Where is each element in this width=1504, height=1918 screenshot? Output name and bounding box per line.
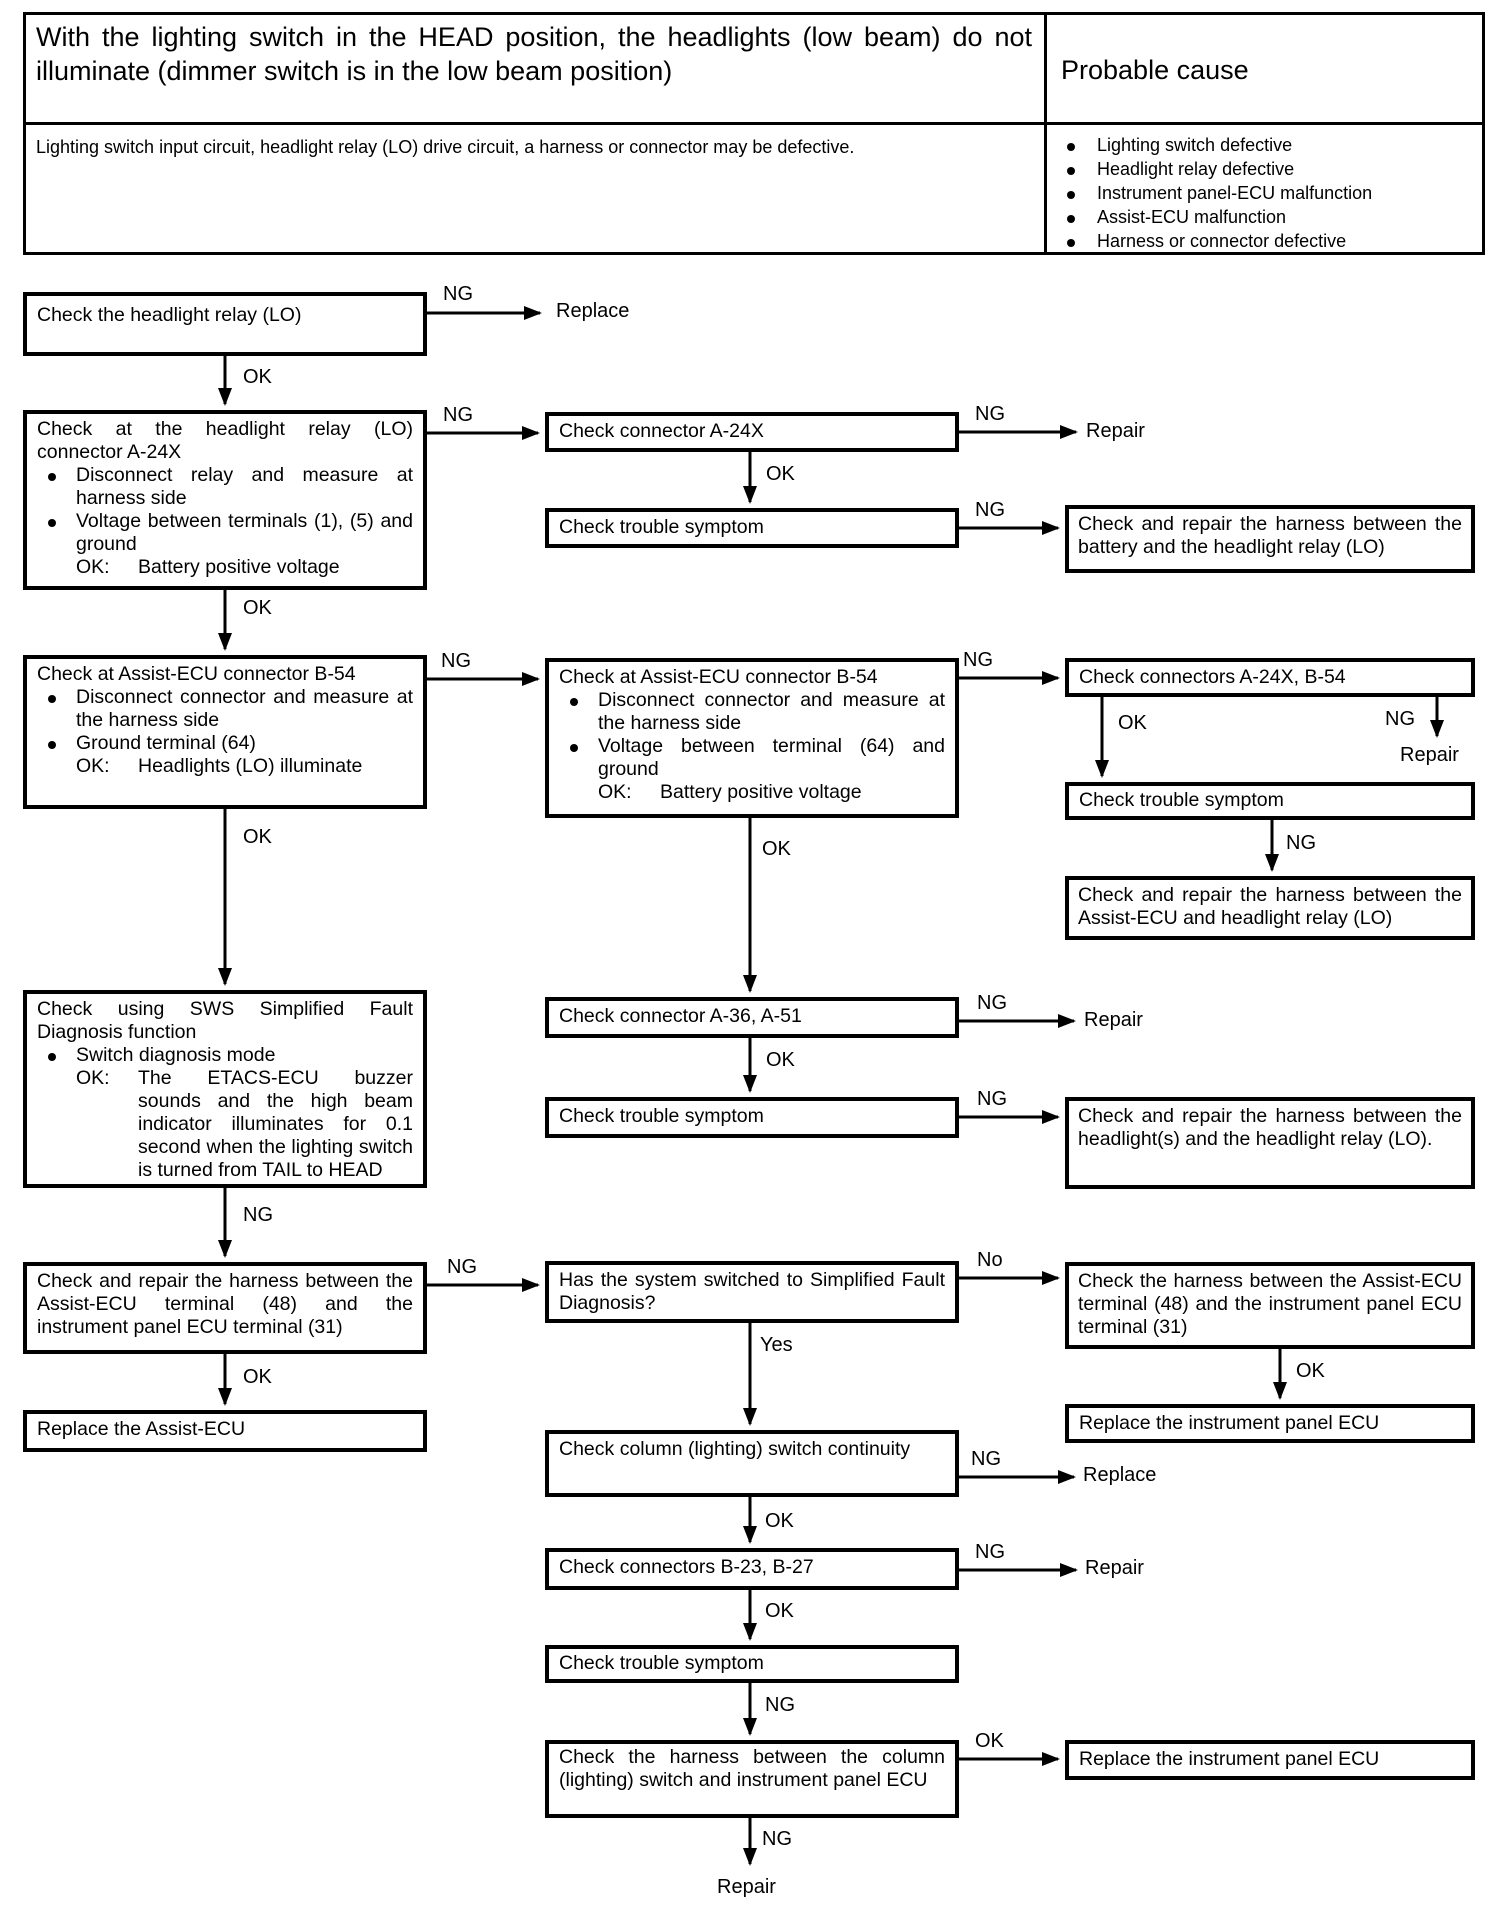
node-check-connector-a24x — [545, 412, 959, 452]
edge-label-ok: OK — [243, 826, 272, 848]
edge-label-ng: NG — [975, 1541, 1005, 1563]
cause-item — [1053, 205, 1476, 229]
node-check-headlight-relay — [23, 292, 427, 356]
bullet-icon — [570, 735, 598, 781]
node-text: Has the system switched to Simplified Fault Diagnosis? — [559, 1269, 945, 1314]
cause-text: Headlight relay defective — [1097, 159, 1295, 179]
node-check-sws-simplified-fault-diagnosis — [23, 990, 427, 1188]
bullet-icon — [1053, 205, 1097, 229]
node-repair-harness-battery-relay — [1065, 505, 1475, 573]
node-ok-condition — [559, 781, 945, 804]
symptom-table-header-row — [26, 15, 1482, 125]
edge-label-ng: NG — [762, 1828, 792, 1850]
node-text: Check the harness between the column (lighting) switch and instrument panel ECU — [559, 1746, 945, 1791]
terminal-replace: Replace — [1083, 1464, 1157, 1486]
ok-label: OK: — [76, 556, 110, 578]
node-check-connector-a36-a51 — [545, 997, 959, 1038]
bullet-text: Switch diagnosis mode — [76, 1044, 276, 1066]
node-check-trouble-symptom-3 — [545, 1645, 959, 1683]
ok-label: OK: — [76, 1067, 110, 1089]
edge-label-ok: OK — [762, 838, 791, 860]
terminal-repair: Repair — [717, 1876, 776, 1898]
ok-label: OK: — [76, 755, 110, 777]
node-text: Check trouble symptom — [1079, 789, 1284, 811]
bullet-icon — [570, 689, 598, 735]
edge-label-ng: NG — [447, 1256, 477, 1278]
terminal-repair: Repair — [1400, 744, 1459, 766]
node-replace-assist-ecu — [23, 1410, 427, 1452]
cause-text: Instrument panel-ECU malfunction — [1097, 183, 1373, 203]
node-text: Check and repair the harness between the Assist-ECU and headlight relay (LO) — [1078, 884, 1462, 929]
edge-label-ng: NG — [977, 992, 1007, 1014]
node-title: Check at the headlight relay (LO) connector A-24X — [37, 418, 413, 463]
edge-label-ok: OK — [1118, 712, 1147, 734]
node-text: Replace the Assist-ECU — [37, 1418, 246, 1440]
bullet-icon — [1053, 133, 1097, 157]
node-check-harness-assist48-panel31 — [1065, 1262, 1475, 1349]
edge-label-ok: OK — [766, 463, 795, 485]
node-text: Replace the instrument panel ECU — [1079, 1412, 1380, 1434]
node-text: Check column (lighting) switch continuity — [559, 1438, 911, 1460]
node-bullet — [37, 732, 413, 755]
edge-label-ng: NG — [1385, 708, 1415, 730]
edge-label-ng: NG — [971, 1448, 1001, 1470]
node-bullet — [37, 1044, 413, 1067]
node-text: Check connector A-36, A-51 — [559, 1005, 802, 1027]
edge-label-no: No — [977, 1249, 1003, 1271]
bullet-icon — [48, 1044, 76, 1067]
node-repair-harness-assist-relay — [1065, 876, 1475, 940]
node-check-connectors-b23-b27 — [545, 1548, 959, 1590]
edge-label-ok: OK — [765, 1600, 794, 1622]
cause-text: Assist-ECU malfunction — [1097, 207, 1287, 227]
cause-item — [1053, 157, 1476, 181]
edge-label-ng: NG — [977, 1088, 1007, 1110]
symptom-table — [23, 12, 1485, 255]
bullet-icon — [1053, 229, 1097, 253]
terminal-repair: Repair — [1085, 1557, 1144, 1579]
node-text: Check and repair the harness between the Assist-ECU terminal (48) and the instrument panel ECU terminal (31) — [37, 1270, 413, 1338]
edge-label-ng: NG — [975, 403, 1005, 425]
edge-label-ng: NG — [441, 650, 471, 672]
bullet-text: Disconnect connector and measure at the harness side — [598, 689, 945, 734]
terminal-repair: Repair — [1086, 420, 1145, 442]
node-text: Check trouble symptom — [559, 516, 764, 538]
bullet-icon — [48, 732, 76, 755]
cause-item — [1053, 133, 1476, 157]
node-text: Check the headlight relay (LO) — [37, 304, 302, 326]
edge-label-ok: OK — [765, 1510, 794, 1532]
symptom-table-body-row — [26, 125, 1482, 252]
node-check-trouble-symptom-1 — [545, 508, 959, 548]
bullet-text: Disconnect relay and measure at harness side — [76, 464, 413, 509]
edge-label-ng: NG — [963, 649, 993, 671]
node-title: Check at Assist-ECU connector B-54 — [559, 666, 878, 688]
ok-value: Battery positive voltage — [660, 781, 862, 803]
node-repair-harness-assist48-panel31 — [23, 1262, 427, 1354]
edge-label-ok: OK — [1296, 1360, 1325, 1382]
bullet-icon — [1053, 181, 1097, 205]
cause-item — [1053, 229, 1476, 253]
edge-label-ok: OK — [243, 366, 272, 388]
node-repair-harness-headlights-relay — [1065, 1097, 1475, 1189]
node-title: Check using SWS Simplified Fault Diagnosis function — [37, 998, 413, 1043]
bullet-icon — [48, 510, 76, 556]
ok-label: OK: — [598, 781, 632, 803]
node-text: Check trouble symptom — [559, 1652, 764, 1674]
terminal-repair: Repair — [1084, 1009, 1143, 1031]
node-check-trouble-symptom-2 — [545, 1097, 959, 1138]
ok-value: Headlights (LO) illuminate — [138, 755, 363, 777]
node-bullet — [37, 464, 413, 510]
edge-label-ng: NG — [975, 499, 1005, 521]
edge-label-ng: NG — [1286, 832, 1316, 854]
node-bullet — [37, 686, 413, 732]
bullet-icon — [48, 686, 76, 732]
bullet-text: Voltage between terminal (64) and ground — [598, 735, 945, 780]
node-check-trouble-symptom-4 — [1065, 782, 1475, 820]
probable-cause-list — [1047, 125, 1482, 252]
node-text: Check and repair the harness between the battery and the headlight relay (LO) — [1078, 513, 1462, 558]
node-bullet — [559, 689, 945, 735]
node-has-system-switched — [545, 1261, 959, 1323]
node-ok-condition — [37, 755, 413, 778]
node-check-assist-ecu-b54-voltage — [545, 658, 959, 818]
node-text: Check connectors A-24X, B-54 — [1079, 666, 1346, 688]
ok-value: The ETACS-ECU buzzer sounds and the high beam indicator illuminates for 0.1 second when the lighting switch is turned from TAIL to HEAD — [138, 1067, 413, 1181]
edge-label-ok: OK — [243, 597, 272, 619]
edge-label-yes: Yes — [760, 1334, 793, 1356]
edge-label-ng: NG — [443, 404, 473, 426]
bullet-text: Ground terminal (64) — [76, 732, 256, 754]
node-replace-instrument-panel-ecu-2 — [1065, 1740, 1475, 1780]
node-check-column-switch-continuity — [545, 1430, 959, 1497]
node-ok-condition — [37, 556, 413, 579]
terminal-replace: Replace — [556, 300, 630, 322]
circuit-description: Lighting switch input circuit, headlight relay (LO) drive circuit, a harness or connector may be defective. — [26, 125, 1047, 252]
bullet-icon — [1053, 157, 1097, 181]
node-replace-instrument-panel-ecu-1 — [1065, 1404, 1475, 1443]
cause-item — [1053, 181, 1476, 205]
edge-label-ng: NG — [243, 1204, 273, 1226]
edge-label-ng: NG — [765, 1694, 795, 1716]
node-ok-condition — [37, 1067, 413, 1182]
probable-cause-heading: Probable cause — [1061, 55, 1249, 85]
ok-value: Battery positive voltage — [138, 556, 340, 578]
edge-label-ok: OK — [243, 1366, 272, 1388]
node-bullet — [37, 510, 413, 556]
edge-label-ok: OK — [766, 1049, 795, 1071]
cause-text: Lighting switch defective — [1097, 135, 1293, 155]
node-text: Check and repair the harness between the headlight(s) and the headlight relay (LO). — [1078, 1105, 1462, 1150]
node-check-headlight-relay-connector-a24x — [23, 410, 427, 590]
symptom-text: With the lighting switch in the HEAD position, the headlights (low beam) do not illuminate (dimmer switch is in the low beam position) — [26, 15, 1047, 122]
node-check-connectors-a24x-b54 — [1065, 658, 1475, 697]
node-text: Check trouble symptom — [559, 1105, 764, 1127]
node-check-assist-ecu-b54-ground — [23, 655, 427, 809]
node-text: Check connectors B-23, B-27 — [559, 1556, 814, 1578]
bullet-text: Disconnect connector and measure at the harness side — [76, 686, 413, 731]
edge-label-ng: NG — [443, 283, 473, 305]
edge-label-ok: OK — [975, 1730, 1004, 1752]
bullet-icon — [48, 464, 76, 510]
node-bullet — [559, 735, 945, 781]
node-title: Check at Assist-ECU connector B-54 — [37, 663, 356, 685]
node-text: Check connector A-24X — [559, 420, 764, 442]
node-text: Check the harness between the Assist-ECU terminal (48) and the instrument panel ECU terminal (31) — [1078, 1270, 1462, 1338]
node-check-harness-column-panel — [545, 1740, 959, 1818]
bullet-text: Voltage between terminals (1), (5) and ground — [76, 510, 413, 555]
node-text: Replace the instrument panel ECU — [1079, 1748, 1380, 1770]
cause-text: Harness or connector defective — [1097, 231, 1347, 251]
